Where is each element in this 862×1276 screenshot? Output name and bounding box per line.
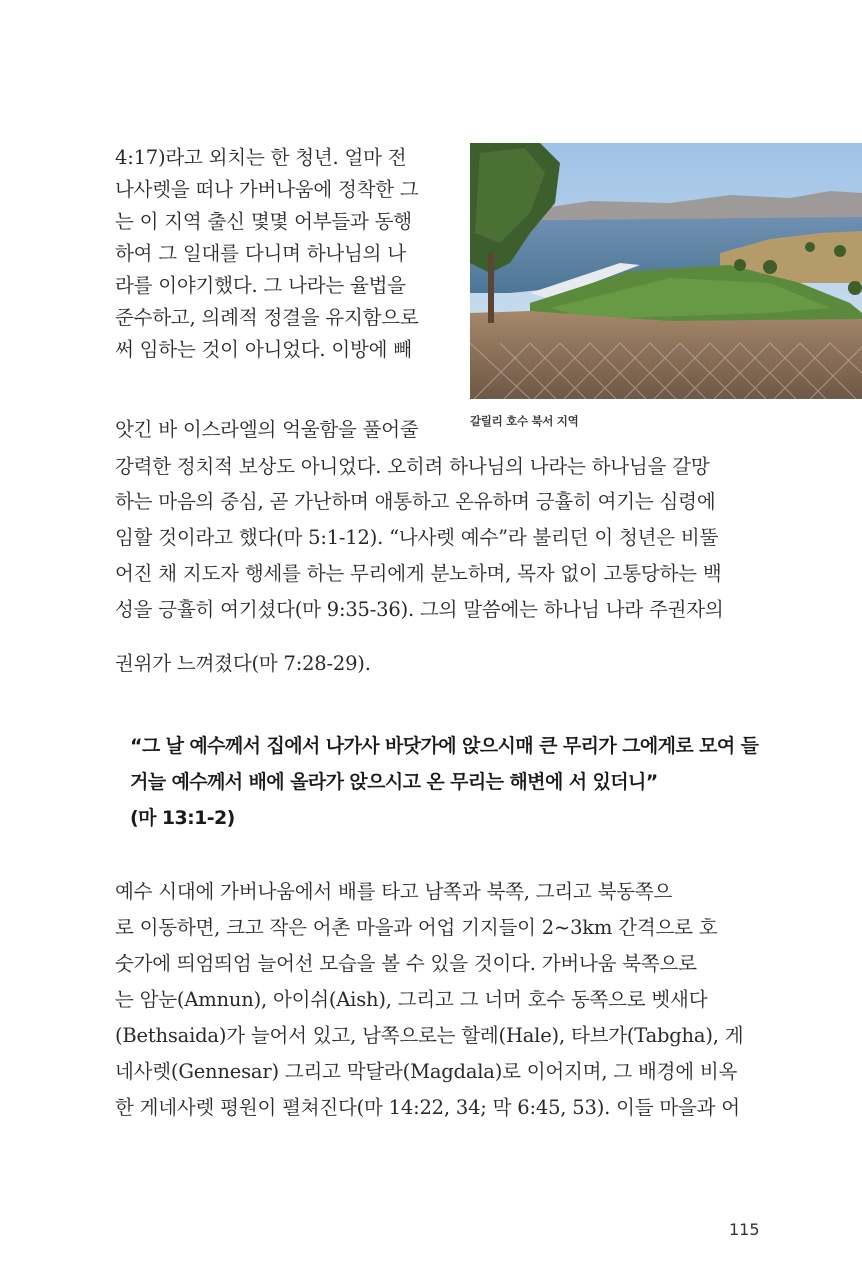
figure-caption: 갈릴리 호수 북서 지역 (470, 414, 579, 428)
quote-line: “그 날 예수께서 집에서 나가사 바닷가에 앉으시매 큰 무리가 그에게로 모여 들 (130, 735, 759, 757)
body-line: 4:17)라고 외치는 한 청년. 얼마 전 (115, 146, 407, 169)
body-line: 네사렛(Gennesar) 그리고 막달라(Magdala)로 이어지며, 그 배경에 비옥 (115, 1060, 738, 1083)
body-line: 어진 채 지도자 행세를 하는 무리에게 분노하며, 목자 없이 고통당하는 백 (115, 562, 722, 585)
quote-line: 거늘 예수께서 배에 올라가 앉으시고 온 무리는 해변에 서 있더니” (130, 771, 658, 793)
body-line: 준수하고, 의례적 정결을 유지함으로 (115, 306, 419, 329)
page-number: 115 (729, 1220, 760, 1239)
body-line: 써 임하는 것이 아니었다. 이방에 빼 (115, 338, 412, 361)
body-line: 로 이동하면, 크고 작은 어촌 마을과 어업 기지들이 2~3km 간격으로 호 (115, 916, 718, 939)
galilee-photo (470, 143, 862, 399)
body-line: 임할 것이라고 했다(마 5:1-12). “나사렛 예수”라 불리던 이 청년은 비뚤 (115, 526, 719, 549)
body-line: 강력한 정치적 보상도 아니었다. 오히려 하나님의 나라는 하나님을 갈망 (115, 455, 710, 478)
body-line: 는 이 지역 출신 몇몇 어부들과 동행 (115, 210, 412, 233)
body-line: 하여 그 일대를 다니며 하나님의 나 (115, 242, 406, 265)
body-line: 성을 긍휼히 여기셨다(마 9:35-36). 그의 말씀에는 하나님 나라 주권자의 (115, 598, 724, 621)
body-line: 는 암눈(Amnun), 아이쉬(Aish), 그리고 그 너머 호수 동쪽으로 벳새다 (115, 988, 708, 1011)
body-line: 예수 시대에 가버나움에서 배를 타고 남쪽과 북쪽, 그리고 북동쪽으 (115, 880, 673, 903)
body-line: 나사렛을 떠나 가버나움에 정착한 그 (115, 178, 419, 201)
landscape-image (470, 143, 862, 399)
body-line: (Bethsaida)가 늘어서 있고, 남쪽으로는 할레(Hale), 타브가(Tabgha), 게 (115, 1024, 744, 1047)
quote-reference: (마 13:1-2) (130, 807, 235, 829)
body-line: 숫가에 띄엄띄엄 늘어선 모습을 볼 수 있을 것이다. 가버나움 북쪽으로 (115, 952, 697, 975)
body-line: 라를 이야기했다. 그 나라는 율법을 (115, 274, 406, 297)
body-line: 권위가 느껴졌다(마 7:28-29). (115, 652, 371, 675)
body-line: 앗긴 바 이스라엘의 억울함을 풀어줄 (115, 418, 419, 441)
body-line: 한 게네사렛 평원이 펼쳐진다(마 14:22, 34; 막 6:45, 53). 이들 마을과 어 (115, 1096, 740, 1119)
body-line: 하는 마음의 중심, 곧 가난하며 애통하고 온유하며 긍휼히 여기는 심령에 (115, 490, 716, 513)
